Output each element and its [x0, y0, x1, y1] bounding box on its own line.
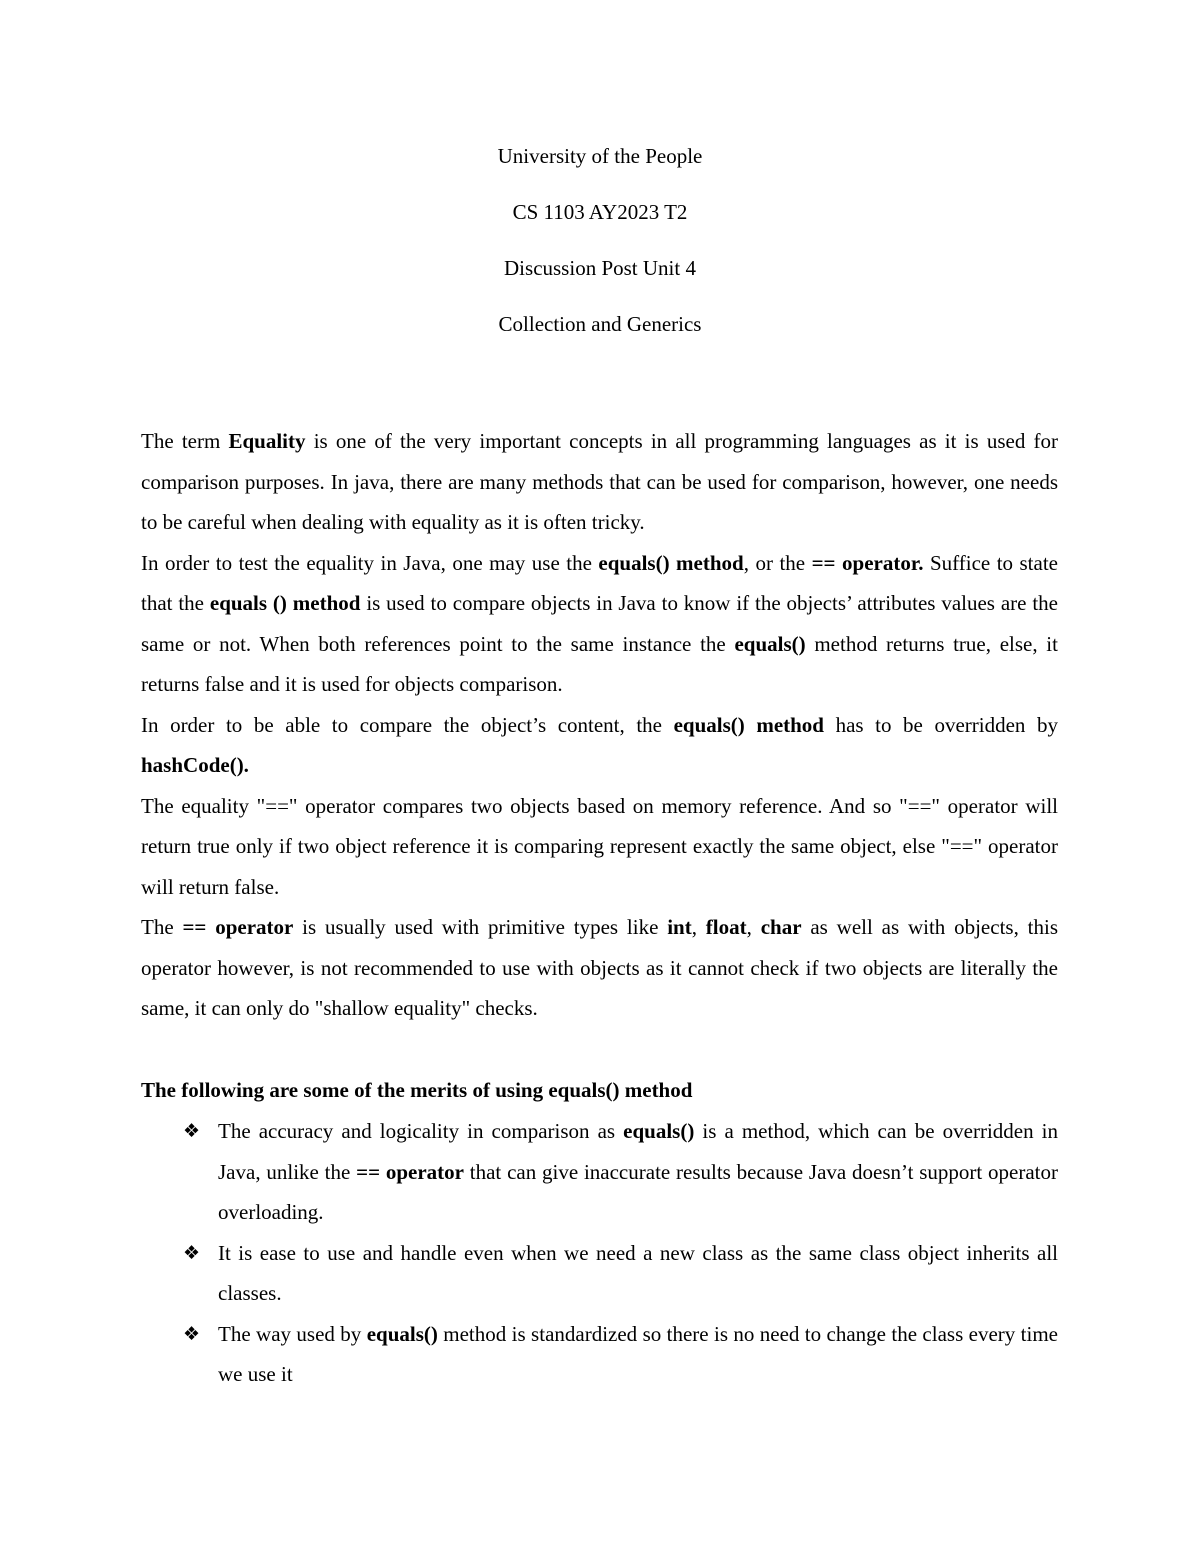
text-run: The equality "==" operator compares two objects based on memory reference. And so "==" operator will return true only if two object reference it is comparing represent exactly the same object, else "==" operator will return false.: [141, 793, 1058, 899]
title-block: [0, 140, 1200, 364]
list-item: [141, 1233, 1058, 1314]
bold-term: hashCode().: [141, 753, 249, 777]
text-run: is one of the very important concepts in all programming languages as it is used for comparison purposes. In java, there are many methods that can be used for comparison, however, one needs to be careful when dealing with equality as it is often tricky.: [141, 429, 1058, 534]
body-text: [141, 421, 1058, 1029]
bold-term: float: [705, 915, 747, 939]
topic-title: Collection and Generics: [498, 312, 702, 336]
text-run: In order to be able to compare the object’s content, the: [141, 712, 674, 737]
bold-term: equals () method: [209, 591, 361, 615]
text-run: The term: [141, 429, 229, 453]
text-run: is used to compare objects in Java to know if the objects’ attributes values are the same or not. When both references point to the same instance the: [141, 591, 1058, 656]
text-run: , or the: [743, 550, 812, 575]
bold-term: equals() method: [673, 712, 824, 737]
bold-term: char: [760, 915, 802, 939]
text-run: ,: [746, 915, 761, 939]
text-run: It is ease to use and handle even when we need a new class as the same class object inherits all classes.: [218, 1240, 1058, 1305]
text-run: method returns true, else, it returns false and it is used for objects comparison.: [141, 631, 1058, 696]
bold-term: Equality: [228, 429, 306, 453]
bold-term: == operator.: [811, 550, 924, 575]
text-run: is usually used with primitive types like: [293, 915, 668, 939]
diamond-bullet-icon: ❖: [183, 1120, 201, 1142]
text-run: Suffice to state that the: [141, 550, 1058, 615]
text-run: The way used by: [218, 1321, 367, 1346]
bold-term: equals(): [366, 1321, 438, 1346]
bold-term: equals(): [623, 1119, 695, 1143]
text-run: has to be overridden by: [824, 712, 1058, 737]
list-item: [141, 1314, 1058, 1395]
university-name: University of the People: [497, 144, 703, 168]
bold-term: == operator: [182, 915, 294, 939]
text-run: In order to test the equality in Java, one may use the: [141, 550, 599, 575]
text-run: is a method, which can be overridden in Java, unlike the: [218, 1119, 1058, 1184]
paragraph-primitive-types: [141, 907, 1058, 1029]
merits-list: [141, 1111, 1058, 1395]
text-run: The accuracy and logicality in comparison as: [218, 1119, 624, 1143]
text-run: ,: [691, 915, 706, 939]
list-item: [141, 1111, 1058, 1233]
text-run: The: [141, 915, 183, 939]
merits-heading: The following are some of the merits of using equals() method: [141, 1078, 693, 1102]
text-run: as well as with objects, this operator however, is not recommended to use with objects as it cannot check if two objects are literally the same, it can only do "shallow equality" checks.: [141, 915, 1058, 1020]
bold-term: int: [667, 915, 692, 939]
diamond-bullet-icon: ❖: [183, 1322, 201, 1345]
text-run: that can give inaccurate results because Java doesn’t support operator overloading.: [218, 1159, 1058, 1224]
bold-term: equals() method: [598, 550, 744, 575]
course-code: CS 1103 AY2023 T2: [512, 200, 688, 224]
paragraph-equals-method: [141, 543, 1058, 705]
paragraph-equality-intro: [141, 421, 1058, 543]
assignment-title: Discussion Post Unit 4: [504, 256, 696, 280]
paragraph-override: [141, 705, 1058, 786]
bold-term: equals(): [734, 631, 806, 656]
paragraph-equality-operator: [141, 786, 1058, 908]
bold-term: == operator: [356, 1159, 464, 1184]
text-run: method is standardized so there is no need to change the class every time we use it: [218, 1321, 1058, 1386]
diamond-bullet-icon: ❖: [183, 1241, 201, 1264]
